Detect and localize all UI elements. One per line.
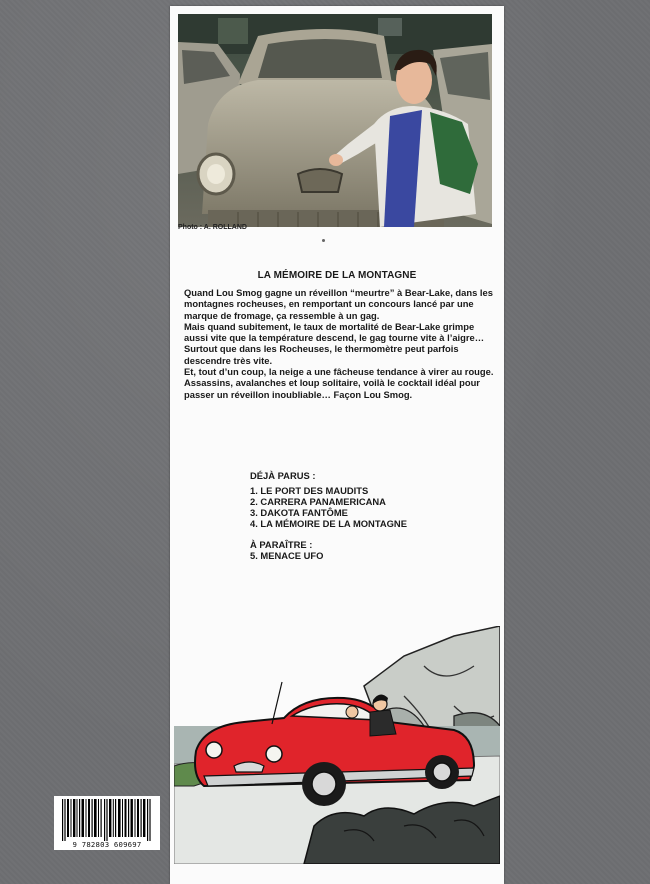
list-item: 3. DAKOTA FANTÔME (250, 507, 348, 518)
photo-credit: Photo : A. ROLLAND (178, 224, 247, 231)
list-item: 2. CARRERA PANAMERICANA (250, 496, 386, 507)
published-list (250, 485, 490, 529)
book-title: LA MÉMOIRE DE LA MONTAGNE (257, 270, 417, 281)
series-list (250, 470, 490, 561)
author-photo (178, 14, 492, 227)
synopsis-paragraph: Quand Lou Smog gagne un réveillon “meurtre” à Bear-Lake, dans les montagnes rocheuses, en remportant un concours lancé par une marque de fromage, ça ressemble à un gag. (184, 287, 493, 321)
synopsis-paragraph: Et, tout d’un coup, la neige a une fâcheuse tendance à virer au rouge. (184, 366, 494, 378)
barcode-digits: 9 782803 609697 (72, 840, 142, 849)
back-cover-panel (170, 6, 504, 884)
list-item: 4. LA MÉMOIRE DE LA MONTAGNE (250, 518, 407, 529)
synopsis-paragraph: Assassins, avalanches et loup solitaire, voilà le cocktail idéal pour passer un réveillon inoubliable… Façon Lou Smog. (184, 377, 480, 400)
car-illustration-image (174, 626, 500, 864)
list-item: 5. MENACE UFO (250, 550, 324, 561)
upcoming-list (250, 550, 490, 561)
author-photo-image (178, 14, 492, 227)
published-heading: DÉJÀ PARUS : (250, 470, 316, 481)
separator-dot (322, 239, 325, 242)
synopsis-paragraph: Surtout que dans les Rocheuses, le thermomètre peut parfois descendre très vite. (184, 343, 459, 366)
car-illustration (174, 626, 500, 864)
synopsis-paragraph: Mais quand subitement, le taux de mortalité de Bear-Lake grimpe aussi vite que la température descend, le gag tourne vite à l’aigre… (184, 320, 485, 344)
barcode (54, 796, 160, 850)
list-item: 1. LE PORT DES MAUDITS (250, 485, 369, 496)
upcoming-heading: À PARAÎTRE : (250, 539, 313, 550)
synopsis (184, 287, 496, 400)
